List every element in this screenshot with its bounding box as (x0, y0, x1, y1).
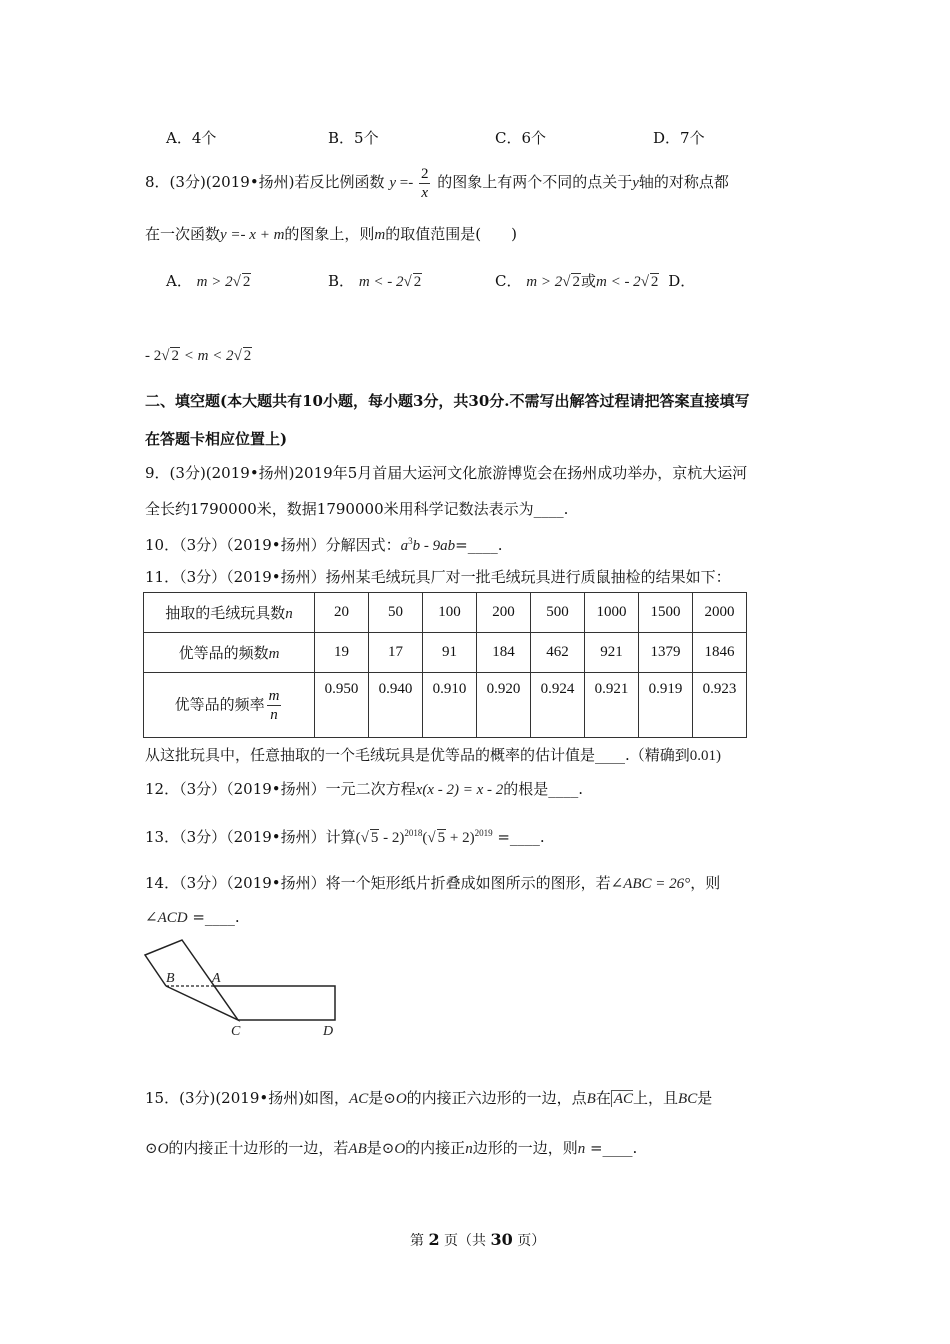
footer-total-pages: 30 (490, 1230, 513, 1249)
q11-after-num: 0.01) (689, 748, 722, 764)
q12 (145, 778, 583, 799)
row3-frac-den: n (270, 706, 278, 723)
rectangle-strip (213, 986, 335, 1020)
q13-p1-open: ( (355, 830, 361, 846)
table-cell: 200 (477, 593, 531, 633)
q8-option-d (145, 346, 252, 365)
q8-opt-c-expr1: m > 2 (526, 274, 563, 290)
q15-ac: AC (349, 1091, 369, 1107)
q12-suffix: 的根是____. (503, 780, 584, 798)
q8-opt-c-rad2: 2 (650, 274, 659, 290)
q15-arc-ac: AC (611, 1090, 633, 1107)
q15-line2-circle: ⊙O (145, 1141, 169, 1157)
label-b: B (166, 971, 175, 986)
q8-option-b (328, 270, 422, 291)
table-row-header (144, 673, 315, 738)
q15-p2: 的内接正六边形的一边，点 (406, 1089, 587, 1107)
table-cell: 1846 (693, 633, 747, 673)
q8-opt-c-label: C． (495, 272, 522, 290)
q14-prefix: 14．（3分）（2019•扬州）将一个矩形纸片折叠成如图所示的图形，若 (145, 874, 611, 892)
table-cell: 0.950 (315, 673, 369, 738)
q10-expr-exp: 3 (408, 536, 413, 546)
row1-label: 抽取的毛绒玩具数 (165, 604, 286, 622)
label-c: C (231, 1024, 241, 1039)
q8-line2-mid: 的图象上，则 (284, 225, 375, 243)
q10 (145, 534, 503, 555)
q15-prefix: 15．(3分)(2019•扬州)如图， (145, 1089, 350, 1107)
q13-exp1: 2018 (404, 828, 423, 838)
table-cell: 0.919 (639, 673, 693, 738)
q12-prefix: 12．（3分）（2019•扬州）一元二次方程 (145, 780, 416, 798)
table-cell: 1379 (639, 633, 693, 673)
table-cell: 500 (531, 593, 585, 633)
q8-opt-b-expr: m < - 2 (358, 274, 404, 290)
q8-var-m: m (374, 227, 386, 243)
table-cell: 1000 (585, 593, 639, 633)
q15-n: n (465, 1141, 473, 1157)
q13-exp2: 2019 (474, 828, 493, 838)
q8-opt-c-or: 或 (580, 272, 596, 290)
section2-heading-line2: 在答题卡相应位置上) (145, 430, 288, 448)
section2-heading-line1: 二、填空题(本大题共有10小题，每小题3分，共30分.不需写出解答过程请把答案直接填写 (145, 392, 750, 410)
row2-var: m (268, 646, 280, 662)
q8-func-eq: =- (395, 175, 417, 191)
q8-option-a (166, 270, 251, 291)
q13-p2-rest: + 2) (446, 830, 475, 846)
q15-p1: 是 (368, 1089, 384, 1107)
q15-line2-p2: 是 (366, 1139, 382, 1157)
q8-suffix: 轴的对称点都 (638, 173, 729, 191)
q8-line2 (145, 223, 517, 244)
q13-prefix: 13．（3分）（2019•扬州）计算 (145, 828, 356, 846)
q13 (145, 826, 545, 847)
q7-option-d: D．7个 (653, 129, 705, 147)
q8-opt-c-rad1: 2 (572, 274, 580, 290)
q14-line1 (145, 872, 720, 893)
q8-fraction (419, 165, 431, 202)
q9-line1: 9．(3分)(2019•扬州)2019年5月首届大运河文化旅游博览会在扬州成功举办，京杭大运河 (145, 464, 748, 482)
table-cell: 50 (369, 593, 423, 633)
table-row-header (144, 593, 315, 633)
label-d: D (323, 1024, 334, 1039)
q11-table (143, 592, 747, 738)
q14-angle: ∠ABC = 26° (610, 876, 691, 892)
table-cell: 17 (369, 633, 423, 673)
q11-after-text: 从这批玩具中，任意抽取的一个毛绒玩具是优等品的概率的估计值是____.（精确到 (145, 746, 690, 764)
row3-label: 优等品的频率 (174, 695, 265, 713)
label-a: A (212, 971, 221, 986)
q8-prefix: 8．(3分)(2019•扬州)若反比例函数 (145, 173, 385, 191)
row2-label: 优等品的频数 (178, 644, 269, 662)
q14-suffix: ，则 (690, 874, 721, 892)
q13-p2-open: ( (422, 830, 428, 846)
q7-option-c: C．6个 (495, 129, 547, 147)
q15-line2-circle2: ⊙O (381, 1141, 406, 1157)
q14-line2 (145, 908, 240, 927)
q15-line2-p3: 的内接正 (405, 1139, 466, 1157)
sqrt-icon: √ (427, 830, 436, 846)
q13-p1-rad: 5 (370, 830, 379, 846)
q12-expr: x(x - 2) = x - 2 (415, 782, 504, 798)
q8-opt-a-label: A． (166, 272, 192, 290)
table-cell: 921 (585, 633, 639, 673)
table-cell: 0.923 (693, 673, 747, 738)
q10-suffix: =____. (455, 536, 503, 554)
q15-b: B (586, 1091, 596, 1107)
table-cell: 0.940 (369, 673, 423, 738)
table-cell: 19 (315, 633, 369, 673)
q8-opt-b-rad: 2 (413, 274, 422, 290)
q9-line2: 全长约1790000米，数据1790000米用科学记数法表示为____. (145, 500, 569, 518)
q10-expr-rest: b - 9ab (412, 538, 456, 554)
q11-text: 11．（3分）（2019•扬州）扬州某毛绒玩具厂对一批毛绒玩具进行质鼠抽检的结果如下： (145, 568, 731, 586)
q13-p1-rest: - 2) (379, 830, 405, 846)
table-cell: 0.910 (423, 673, 477, 738)
q8-line2-prefix: 在一次函数 (145, 225, 221, 243)
q8-opt-d-rad1: 2 (171, 348, 179, 364)
table-cell: 0.924 (531, 673, 585, 738)
table-cell: 184 (477, 633, 531, 673)
sqrt-icon: √ (232, 274, 241, 290)
table-cell: 0.921 (585, 673, 639, 738)
sqrt-icon: √ (161, 348, 170, 364)
q8-opt-c-expr2: m < - 2 (595, 274, 641, 290)
q8-linear: y =- x + m (220, 227, 285, 243)
q8-opt-d-label: D． (668, 272, 696, 290)
q15-bc: BC (678, 1091, 698, 1107)
q7-option-a: A．4个 (166, 129, 217, 147)
table-row-header (144, 633, 315, 673)
q15-line1 (145, 1087, 712, 1108)
q8-opt-a-expr: m > 2 (196, 274, 233, 290)
footer-post: 页） (517, 1233, 546, 1249)
table-cell: 91 (423, 633, 477, 673)
q11-after (145, 744, 721, 765)
table-cell: 1500 (639, 593, 693, 633)
table-cell: 2000 (693, 593, 747, 633)
q15-n2: n (577, 1141, 586, 1157)
q13-suffix: =____. (492, 828, 545, 846)
table-row (144, 673, 747, 738)
row3-frac-num: m (268, 687, 280, 704)
q8-opt-a-rad: 2 (242, 274, 251, 290)
q14-folded-rectangle-figure (135, 935, 355, 1045)
page-footer (410, 1230, 545, 1250)
q15-line2-suffix: =____. (585, 1139, 638, 1157)
sqrt-icon: √ (360, 830, 369, 846)
q8-func-lhs: y (389, 175, 396, 191)
q8-line2-suffix: 的取值范围是( ) (385, 225, 517, 243)
table-cell: 100 (423, 593, 477, 633)
table-cell: 0.920 (477, 673, 531, 738)
fold-flap (145, 940, 238, 1020)
footer-page-number: 2 (428, 1230, 440, 1249)
table-cell: 462 (531, 633, 585, 673)
q14-line2-angle: ∠ACD (145, 910, 188, 926)
q8-opt-d-rad2: 2 (243, 348, 252, 364)
sqrt-icon: √ (640, 274, 649, 290)
q8-frac-num: 2 (420, 165, 429, 182)
q8-frac-den: x (421, 184, 429, 201)
q7-option-b: B．5个 (328, 129, 379, 147)
sqrt-icon: √ (562, 274, 571, 290)
q13-p2-rad: 5 (437, 830, 446, 846)
q10-expr-a: a (400, 538, 409, 554)
q10-prefix: 10．（3分）（2019•扬州）分解因式： (145, 536, 401, 554)
q8-opt-d-mid: < m < 2 (179, 348, 234, 364)
sqrt-icon: √ (403, 274, 412, 290)
q8-line1 (145, 160, 729, 205)
table-cell: 20 (315, 593, 369, 633)
row3-fraction (267, 687, 282, 724)
table-row (144, 633, 747, 673)
table-row (144, 593, 747, 633)
footer-pre: 第 (410, 1233, 424, 1249)
q8-var-y: y (632, 175, 639, 191)
footer-mid: 页（共 (444, 1233, 487, 1249)
row1-var: n (285, 606, 293, 622)
q8-option-c (495, 270, 695, 291)
q15-p5: 是 (697, 1089, 713, 1107)
q15-p4: 上，且 (633, 1089, 679, 1107)
q8-mid: 的图象上有两个不同的点关于 (437, 173, 633, 191)
sqrt-icon: √ (233, 348, 242, 364)
q15-ab: AB (348, 1141, 367, 1157)
q8-opt-d-left: - 2 (145, 348, 162, 364)
q8-opt-b-label: B． (328, 272, 355, 290)
q15-line2 (145, 1137, 637, 1158)
q15-line2-p1: 的内接正十边形的一边，若 (168, 1139, 349, 1157)
q14-line2-suffix: =____. (187, 908, 240, 926)
q15-line2-p4: 边形的一边，则 (472, 1139, 578, 1157)
q15-p3: 在 (595, 1089, 611, 1107)
q15-circle: ⊙O (383, 1091, 407, 1107)
